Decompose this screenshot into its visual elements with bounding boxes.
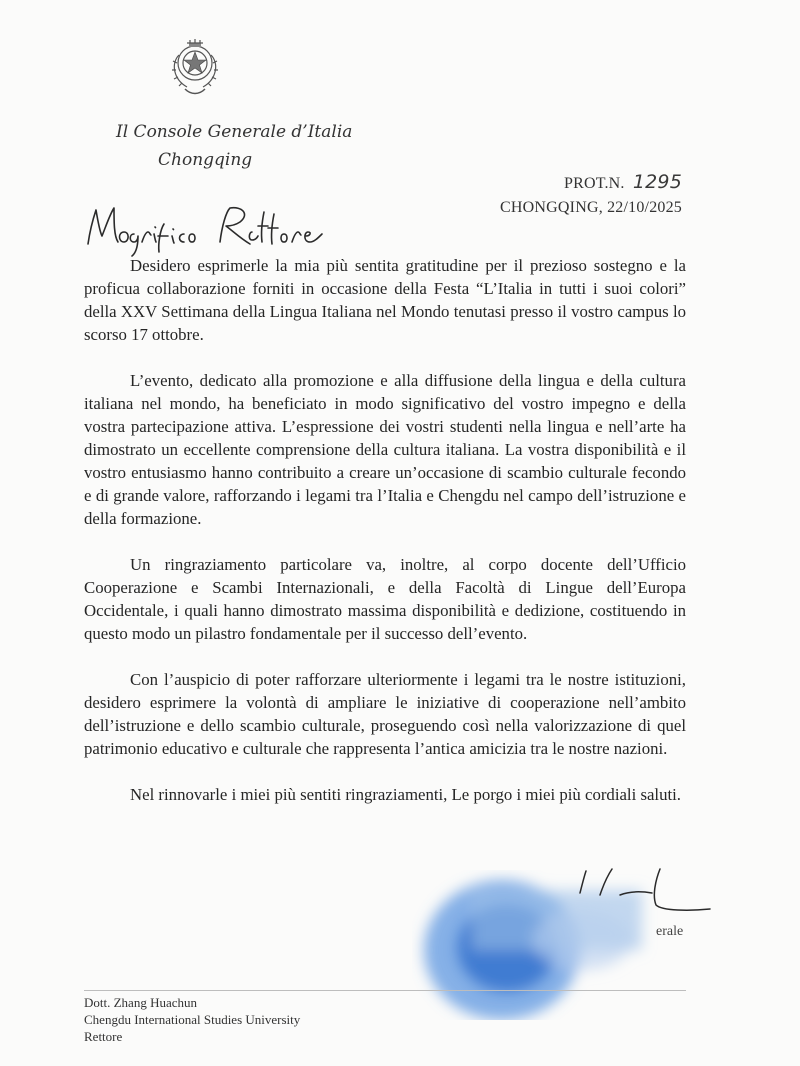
recipient-institution: Chengdu International Studies University bbox=[84, 1012, 301, 1027]
body-paragraph: Con l’auspicio di poter rafforzare ulteriormente i legami tra le nostre istituzioni, desidero esprimere la volontà di ampliare le iniziative di cooperazione nell’ambito dell’istruzione e dello scambio culturale, proseguendo così nella valorizzazione di quel patrimonio educativo e culturale che rappresenta l’antica amicizia tra le nostre nazioni. bbox=[84, 670, 686, 758]
consulate-heading bbox=[116, 118, 352, 174]
italian-republic-emblem-icon bbox=[165, 33, 225, 99]
body-paragraph: Un ringraziamento particolare va, inoltre, al corpo docente dell’Ufficio Cooperazione e Scambi Internazionali, e della Facoltà di Lingue dell’Europa Occidentale, i quali hanno dimostrato massima disponibilità e dedizione, costituendo in questo modo un pilastro fondamentale per il successo dell’evento. bbox=[84, 555, 686, 643]
footer-divider bbox=[84, 990, 686, 991]
letter-body bbox=[84, 254, 686, 829]
body-paragraph: L’evento, dedicato alla promozione e alla diffusione della lingua e della cultura italiana nel mondo, ha beneficiato in modo significativo del vostro impegno e della vostra partecipazione attiva. L’espressione dei vostri studenti nella lingua e nell’arte ha dimostrato un eccellente comprensione della cultura italiana. La vostra disponibilità e il vostro entusiasmo hanno contribuito a creare un’occasione di scambio culturale fecondo e di grande valore, rafforzando i legami tra l’Italia e Chengdu nel campo dell’istruzione e della formazione. bbox=[84, 371, 686, 528]
recipient-address bbox=[84, 994, 300, 1045]
place-date: CHONGQING, 22/10/2025 bbox=[500, 199, 682, 216]
recipient-role: Rettore bbox=[84, 1029, 123, 1044]
protocol-block bbox=[500, 170, 682, 220]
protocol-number: 1295 bbox=[632, 171, 682, 193]
body-paragraph: Desidero esprimerle la mia più sentita gratitudine per il prezioso sostegno e la proficua collaborazione forniti in occasione della Festa “L’Italia in tutti i suoi colori” della XXV Settimana della Lingua Italiana nel Mondo tenutasi presso il vostro campus lo scorso 17 ottobre. bbox=[84, 256, 686, 344]
protocol-label: PROT.N. bbox=[563, 175, 625, 192]
consul-signature bbox=[560, 855, 720, 925]
consul-title: Il Console Generale d’Italia bbox=[116, 122, 353, 142]
body-paragraph: Nel rinnovarle i miei più sentiti ringraziamenti, Le porgo i miei più cordiali saluti. bbox=[130, 785, 682, 804]
recipient-name: Dott. Zhang Huachun bbox=[84, 995, 198, 1010]
signature-caption: erale bbox=[656, 924, 684, 939]
consulate-city: Chongqing bbox=[158, 150, 253, 170]
